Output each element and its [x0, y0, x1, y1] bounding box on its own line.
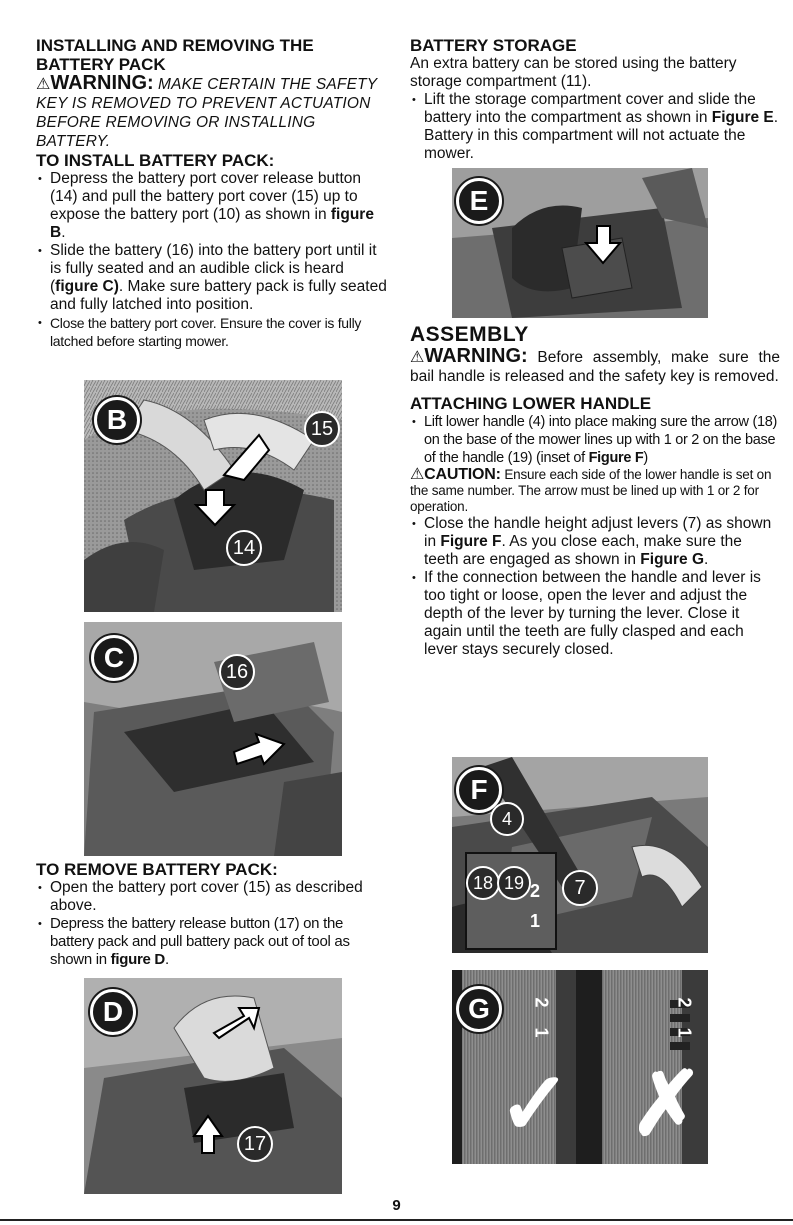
caution-text: Ensure each side of the lower handle is set on the same number. The arrow must be lined up with 1 or 2 for operation.	[410, 467, 772, 514]
storage-steps	[410, 91, 780, 163]
warning-tag: WARNING:	[424, 345, 528, 367]
to-remove-heading: TO REMOVE BATTERY PACK:	[36, 860, 278, 879]
warning-text: MAKE CERTAIN THE SAFETY KEY IS REMOVED TO PREVENT ACTUATION BEFORE REMOVING OR INSTALLING BATTERY.	[36, 76, 378, 150]
list-item: • Slide the battery (16) into the battery port until it is fully seated and an audible click is heard (figure C). Make sure battery pack is fully seated and fully latched into position.	[36, 242, 388, 314]
callout-14: 14	[226, 530, 262, 566]
remove-steps	[36, 879, 388, 915]
callout-19: 19	[497, 866, 531, 900]
left-column	[36, 36, 388, 350]
callout-15: 15	[304, 411, 340, 447]
figure-g-badge: G	[456, 986, 502, 1032]
figure-b-badge: B	[94, 397, 140, 443]
page-number: 9	[392, 1197, 401, 1214]
list-item: • If the connection between the handle and lever is too tight or loose, open the lever and adjust the depth of the lever by turning the lever. Close it again until the teeth are fully clasped and each lever stays securely closed.	[410, 569, 780, 659]
cross-mark-icon: ✗	[630, 1054, 704, 1153]
tooth-number-2-right: 2	[674, 997, 695, 1008]
figure-d-photo	[84, 978, 342, 1194]
figure-f-photo	[452, 757, 708, 953]
list-item: • Close the battery port cover. Ensure the cover is fully latched before starting mower.	[36, 314, 388, 350]
caution-tag: CAUTION:	[424, 466, 501, 483]
lever-steps	[410, 515, 780, 659]
tooth-number-1-left: 1	[531, 1027, 552, 1038]
callout-16: 16	[219, 654, 255, 690]
assembly-section	[410, 323, 780, 659]
caution-triangle-icon: ⚠	[410, 466, 425, 483]
warning-tag: WARNING:	[50, 72, 154, 94]
list-item: • Close the handle height adjust levers (7) as shown in Figure F. As you close each, make sure the teeth are engaged as shown in Figure G.	[410, 515, 780, 569]
callout-7: 7	[562, 870, 598, 906]
install-steps-close	[36, 314, 388, 350]
install-heading: INSTALLING AND REMOVING THE BATTERY PACK	[36, 36, 314, 74]
storage-text: An extra battery can be stored using the battery storage compartment (11).	[410, 55, 737, 90]
tooth-number-1-right: 1	[674, 1027, 695, 1038]
right-column	[410, 36, 780, 163]
figure-c-photo	[84, 622, 342, 856]
callout-4: 4	[490, 802, 524, 836]
assembly-warning-text: Before assembly, make sure the bail handle is released and the safety key is removed.	[410, 349, 780, 385]
caution-note	[410, 467, 780, 515]
tooth-number-2-left: 2	[531, 997, 552, 1008]
list-item: • Lift lower handle (4) into place making sure the arrow (18) on the base of the mower lines up with 1 or 2 on the base of the handle (19) (inset of Figure F)	[410, 413, 780, 467]
install-steps	[36, 170, 388, 314]
lower-handle-steps	[410, 413, 780, 467]
list-item: • Depress the battery port cover release button (14) and pull the battery port cover (15) up to expose the battery port (10) as shown in figure B.	[36, 170, 388, 242]
figure-e-badge: E	[456, 178, 502, 224]
remove-steps-2	[36, 915, 388, 969]
callout-18: 18	[466, 866, 500, 900]
assembly-heading: ASSEMBLY	[410, 323, 529, 346]
storage-heading: BATTERY STORAGE	[410, 36, 577, 55]
svg-text:1: 1	[530, 911, 541, 931]
check-mark-icon: ✓	[498, 1054, 572, 1153]
figure-b-photo	[84, 380, 342, 612]
figure-f-badge: F	[456, 767, 502, 813]
figure-e-photo	[452, 168, 708, 318]
figure-c-badge: C	[91, 635, 137, 681]
list-item: • Open the battery port cover (15) as described above.	[36, 879, 388, 915]
warning-triangle-icon: ⚠	[410, 349, 425, 366]
warning-triangle-icon: ⚠	[36, 76, 51, 93]
bottom-rule	[0, 1219, 793, 1221]
remove-section	[36, 860, 388, 969]
list-item: • Lift the storage compartment cover and slide the battery into the compartment as shown in Figure E. Battery in this compartment will not actuate the mower.	[410, 91, 780, 163]
to-install-heading: TO INSTALL BATTERY PACK:	[36, 151, 275, 170]
figure-d-badge: D	[90, 989, 136, 1035]
list-item: • Depress the battery release button (17) on the battery pack and pull battery pack out of tool as shown in figure D.	[36, 915, 388, 969]
figure-g-photo	[452, 970, 708, 1164]
callout-17: 17	[237, 1126, 273, 1162]
install-warning	[36, 74, 388, 151]
assembly-warning	[410, 347, 780, 386]
lower-handle-heading: ATTACHING LOWER HANDLE	[410, 394, 652, 413]
svg-text:2: 2	[530, 881, 541, 901]
